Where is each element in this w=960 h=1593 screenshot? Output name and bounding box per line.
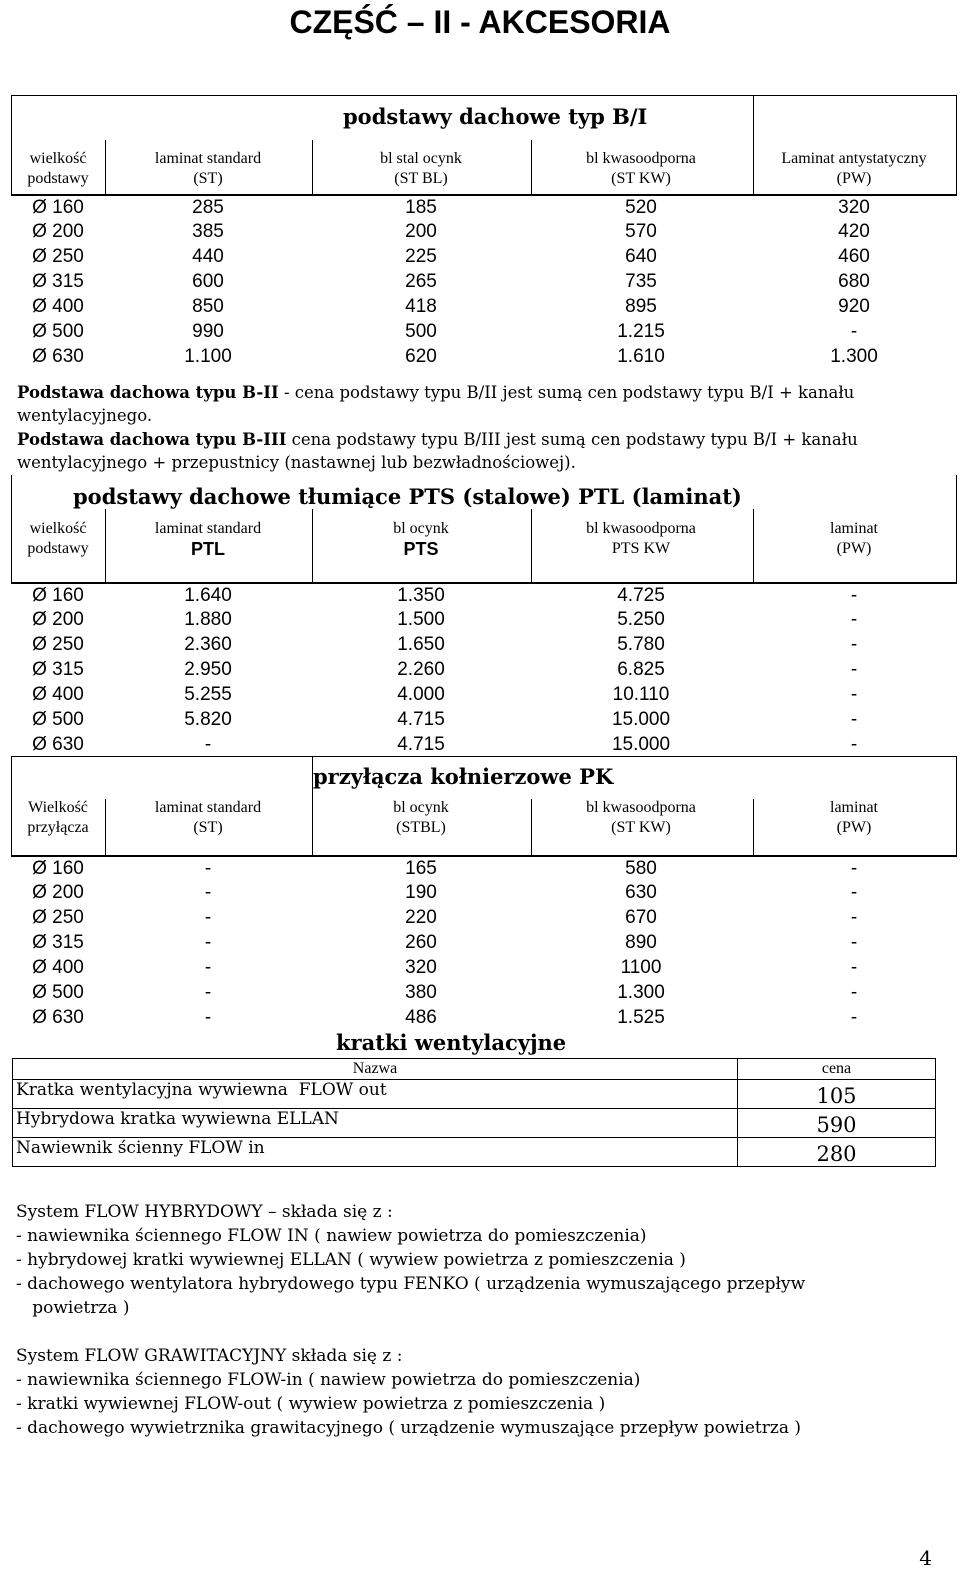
table-cell: 890 [625,932,657,953]
table-cell: Ø 315 [32,271,84,292]
page-title: CZĘŚĆ – II - AKCESORIA [289,4,671,40]
table-podstawy-b1-title: podstawy dachowe typ B/I [343,104,648,129]
note-b3 [17,428,952,474]
column-header-line: bl stal ocynk [380,150,462,167]
table-cell: - [204,882,212,903]
note-b2-label: Podstawa dachowa typu B-II [17,383,279,402]
table-cell: 680 [838,271,870,292]
column-header [12,149,105,189]
table-cell: 285 [192,197,224,218]
column-header-line: (PW) [836,170,872,187]
table-cell: - [850,882,858,903]
column-header [530,798,752,838]
column-header [752,798,956,838]
table-cell: Ø 500 [32,321,84,342]
column-header-line: wielkość [29,520,87,537]
list-item: - dachowego wentylatora hybrydowego typu FENKO ( urządzenia wymuszającego przepływ [16,1274,806,1294]
table-cell: 225 [405,246,437,267]
hybrid-system-title: System FLOW HYBRYDOWY – składa się z : [16,1202,393,1222]
note-b3-label: Podstawa dachowa typu B-III [17,430,287,449]
column-header-line: laminat standard [154,520,262,537]
table-row [11,658,957,683]
table-cell: 420 [838,221,870,242]
table-cell: 190 [405,882,437,903]
table-cell: 4.715 [397,709,445,730]
column-header [530,149,752,189]
column-header [12,798,105,838]
column-header-line: bl ocynk [393,799,449,816]
list-item: - dachowego wywietrznika grawitacyjnego ( urządzenie wymuszające przepływ powietrza ) [16,1418,801,1438]
table-row [11,956,957,981]
table-cell: 5.820 [184,709,232,730]
column-header-line: (PW) [836,819,872,836]
table-cell: 735 [625,271,657,292]
table-przylacza [11,756,957,1028]
table-row [11,931,957,956]
column-header-line: bl kwasoodporna [586,520,696,537]
column-header-line: (ST) [193,170,223,187]
table-cell: 320 [838,197,870,218]
table-row [11,633,957,658]
table-cell: - [850,609,858,630]
table-row [11,195,957,221]
column-header-line: (PW) [836,540,872,557]
table-cell: 1.525 [617,1007,665,1028]
list-item: - nawiewnika ściennego FLOW IN ( nawiew powietrza do pomieszczenia) [16,1226,647,1246]
table-cell: 2.950 [184,659,232,680]
table-row [11,270,957,295]
column-header [312,798,530,838]
column-header-line: podstawy [27,170,89,187]
table-cell: Ø 250 [32,246,84,267]
table-row [11,1006,957,1031]
column-header [752,149,956,189]
table-przylacza-title: przyłącza kołnierzowe PK [313,764,614,789]
note-b2-text: - cena podstawy typu B/II jest sumą cen podstawy typu B/I + kanału wentylacyjnego. [17,383,855,425]
table-cell: - [204,1007,212,1028]
table-cell: Ø 250 [32,634,84,655]
table-cell: - [850,684,858,705]
table-cell: - [850,634,858,655]
table-cell: Ø 200 [32,221,84,242]
page-number: 4 [919,1546,932,1570]
table-cell: 1.500 [397,609,445,630]
table-cell: 6.825 [617,659,665,680]
table-cell: 920 [838,296,870,317]
table-cell: 1.215 [617,321,665,342]
column-header-line: PTL [191,539,225,559]
table-cell: - [204,734,212,755]
table-cell: 5.250 [617,609,665,630]
kratki-name-cell: Hybrydowa kratka wywiewna ELLAN [13,1109,738,1138]
table-cell: 486 [405,1007,437,1028]
table-cell: 895 [625,296,657,317]
table-cell: - [850,709,858,730]
table-row [11,906,957,931]
table-cell: 418 [405,296,437,317]
table-cell: 1.610 [617,346,665,367]
table-cell: - [204,982,212,1003]
table-cell: Ø 160 [32,858,84,879]
column-header-line: laminat [830,520,878,537]
kratki-price-cell: 590 [738,1109,936,1138]
column-header-line: podstawy [27,540,89,557]
table-cell: 380 [405,982,437,1003]
kratki-name-cell: Kratka wentylacyjna wywiewna FLOW out [13,1080,738,1109]
column-header-line: laminat [830,799,878,816]
table-cell: 200 [405,221,437,242]
column-header [530,519,752,559]
table-cell: - [850,1007,858,1028]
table-cell: - [204,932,212,953]
table-cell: 670 [625,907,657,928]
column-header-line: (ST KW) [611,819,671,836]
table-cell: 165 [405,858,437,879]
column-header-line: wielkość [29,150,87,167]
table-cell: 15.000 [611,734,671,755]
column-header-line: PTS KW [611,540,671,557]
column-header [105,149,311,189]
table-cell: 630 [625,882,657,903]
table-row [13,1109,936,1138]
kratki-header-price: cena [738,1059,936,1080]
list-item: powietrza ) [16,1298,130,1318]
table-cell: 10.110 [612,684,670,705]
table-cell: 265 [405,271,437,292]
table-cell: Ø 200 [32,609,84,630]
table-podstawy-b1 [11,95,957,367]
table-row [11,856,957,882]
table-cell: 640 [625,246,657,267]
column-header-line: PTS [403,539,439,559]
table-row [11,295,957,320]
table-cell: 2.260 [397,659,445,680]
table-row [13,1080,936,1109]
table-kratki-title: kratki wentylacyjne [336,1030,567,1055]
table-cell: - [850,585,858,606]
table-cell: Ø 400 [32,684,84,705]
column-header-line: Laminat antystatyczny [781,150,927,167]
table-cell: Ø 630 [32,734,84,755]
table-cell: 320 [405,957,437,978]
table-cell: Ø 500 [32,982,84,1003]
table-row [11,320,957,345]
table-kratki [12,1058,936,1167]
column-header-line: bl kwasoodporna [586,799,696,816]
table-cell: Ø 315 [32,932,84,953]
table-cell: - [204,858,212,879]
table-cell: 1.300 [617,982,665,1003]
table-cell: 385 [192,221,224,242]
table-row [11,583,957,609]
table-row [11,345,957,370]
list-item: - hybrydowej kratki wywiewnej ELLAN ( wywiew powietrza z pomieszczenia ) [16,1250,686,1270]
table-cell: 1.640 [184,585,232,606]
column-header-line: bl ocynk [393,520,449,537]
table-cell: - [204,957,212,978]
table-cell: Ø 160 [32,197,84,218]
table-cell: 1100 [620,957,662,978]
column-header [12,519,105,559]
table-cell: 5.780 [617,634,665,655]
table-cell: Ø 200 [32,882,84,903]
table-row [11,708,957,733]
gravity-system-title: System FLOW GRAWITACYJNY składa się z : [16,1346,403,1366]
table-cell: 1.880 [184,609,232,630]
table-cell: 570 [625,221,657,242]
table-cell: 185 [405,197,437,218]
note-b3-text: cena podstawy typu B/III jest sumą cen podstawy typu B/I + kanału wentylacyjnego + przepustnicy (nastawnej lub bezwładnościowej). [17,430,858,472]
kratki-header-name: Nazwa [13,1059,738,1080]
table-cell: Ø 250 [32,907,84,928]
note-b2 [17,381,952,427]
table-cell: 600 [192,271,224,292]
gravity-system [16,1344,946,1440]
kratki-price-cell: 105 [738,1080,936,1109]
table-cell: 4.000 [397,684,445,705]
kratki-name-cell: Nawiewnik ścienny FLOW in [13,1138,738,1167]
table-cell: - [850,932,858,953]
table-cell: 4.715 [397,734,445,755]
table-cell: - [850,659,858,680]
column-header-line: (ST KW) [611,170,671,187]
table-cell: 620 [405,346,437,367]
table-podstawy-tlumiace [11,475,957,755]
table-row [11,220,957,245]
table-cell: Ø 400 [32,957,84,978]
list-item: - nawiewnika ściennego FLOW-in ( nawiew powietrza do pomieszczenia) [16,1370,641,1390]
table-row [13,1138,936,1167]
table-cell: Ø 500 [32,709,84,730]
table-cell: - [204,907,212,928]
column-header-line: przyłącza [27,819,89,836]
column-header [312,519,530,559]
table-cell: 990 [192,321,224,342]
column-header-line: laminat standard [154,150,262,167]
table-cell: 520 [625,197,657,218]
table-row [11,733,957,758]
table-cell: - [850,907,858,928]
table-row [11,245,957,270]
table-cell: 260 [405,932,437,953]
column-header-line: Wielkość [28,799,88,816]
table-cell: 220 [405,907,437,928]
table-cell: - [850,321,858,342]
table-row [11,683,957,708]
column-header [105,798,311,838]
table-cell: - [850,734,858,755]
table-cell: 580 [625,858,657,879]
table-cell: 2.360 [184,634,232,655]
table-cell: 5.255 [184,684,232,705]
table-row [11,981,957,1006]
list-item: - kratki wywiewnej FLOW-out ( wywiew powietrza z pomieszczenia ) [16,1394,606,1414]
table-cell: - [850,858,858,879]
column-header [105,519,311,559]
table-cell: 1.300 [830,346,878,367]
table-row [11,881,957,906]
table-cell: 1.350 [397,585,445,606]
column-header-line: (ST BL) [394,170,448,187]
table-cell: 850 [192,296,224,317]
column-header-line: (ST) [193,819,223,836]
table-cell: 460 [838,246,870,267]
table-cell: 500 [405,321,437,342]
column-header [752,519,956,559]
table-cell: 440 [192,246,224,267]
table-cell: Ø 630 [32,1007,84,1028]
table-cell: 1.100 [184,346,232,367]
kratki-price-cell: 280 [738,1138,936,1167]
table-row [11,608,957,633]
table-cell: Ø 315 [32,659,84,680]
column-header [312,149,530,189]
table-cell: Ø 160 [32,585,84,606]
table-cell: 4.725 [617,585,665,606]
table-podstawy-tlumiace-title: podstawy dachowe tłumiące PTS (stalowe) PTL (laminat) [73,484,742,509]
table-cell: 15.000 [611,709,671,730]
table-cell: - [850,957,858,978]
column-header-line: bl kwasoodporna [586,150,696,167]
table-cell: - [850,982,858,1003]
table-cell: Ø 630 [32,346,84,367]
table-cell: 1.650 [397,634,445,655]
hybrid-system [16,1200,946,1320]
column-header-line: (STBL) [396,819,446,836]
column-header-line: laminat standard [154,799,262,816]
table-cell: Ø 400 [32,296,84,317]
